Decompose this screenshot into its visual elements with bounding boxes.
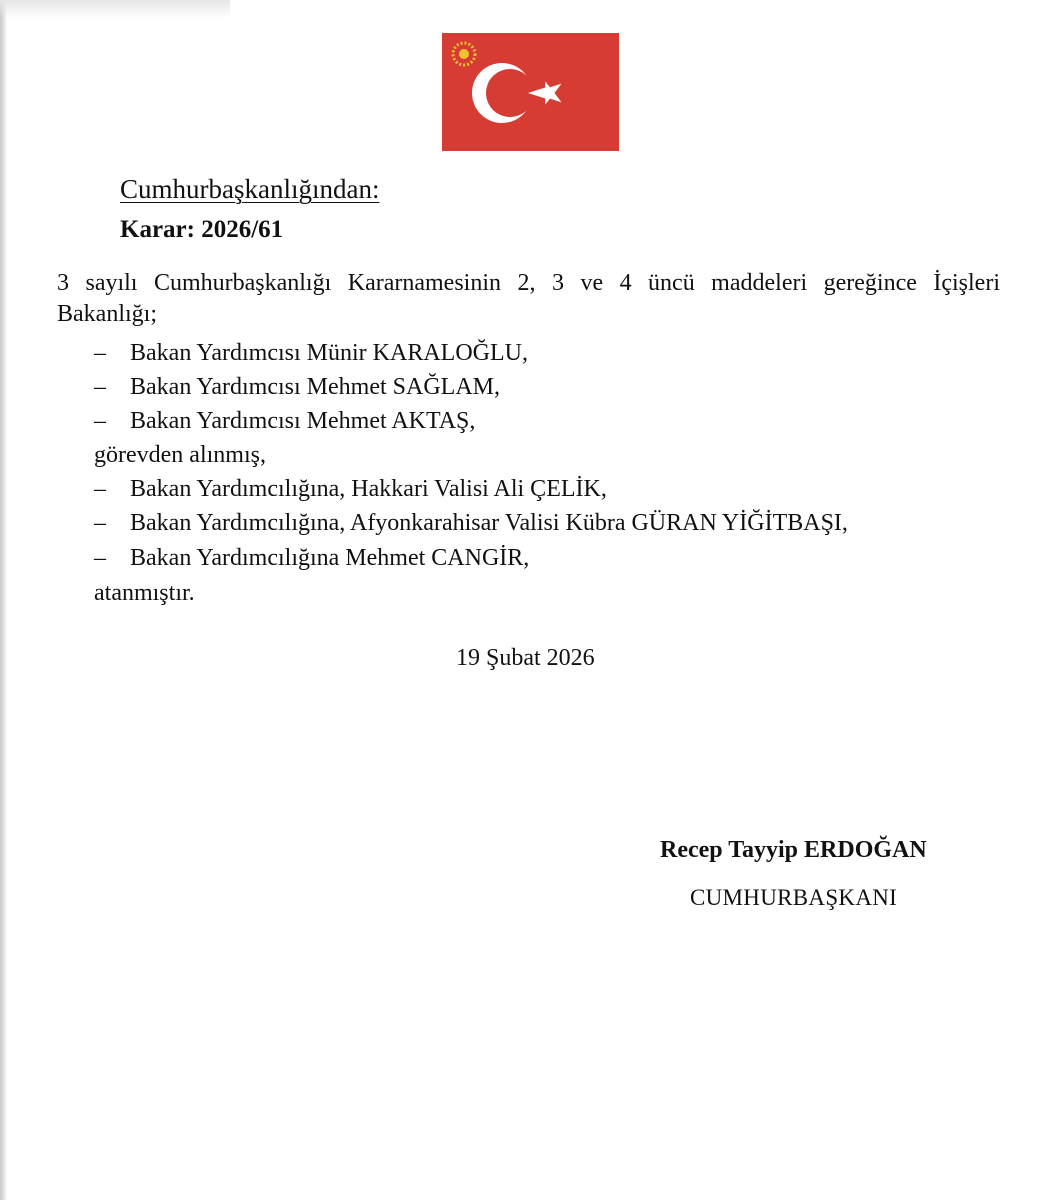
signatory-title: CUMHURBAŞKANI — [690, 885, 898, 910]
removed-item: Bakan Yardımcısı Mehmet SAĞLAM, — [130, 374, 500, 400]
list-dash: – — [94, 340, 106, 366]
list-dash: – — [94, 476, 106, 502]
removed-item: Bakan Yardımcısı Mehmet AKTAŞ, — [130, 408, 476, 434]
decision-date: 19 Şubat 2026 — [456, 645, 595, 671]
list-dash: – — [94, 374, 106, 400]
institution-heading: Cumhurbaşkanlığından: — [120, 174, 380, 204]
appointed-item: Bakan Yardımcılığına, Afyonkarahisar Valisi Kübra GÜRAN YİĞİTBAŞI, — [130, 510, 848, 536]
removed-note: görevden alınmış, — [94, 442, 266, 468]
intro-text-line1: 3 sayılı Cumhurbaşkanlığı Kararnamesinin 2, 3 ve 4 üncü maddeleri gereğince İçişleri — [57, 270, 1000, 296]
page-top-shadow — [0, 0, 230, 18]
page-left-edge — [0, 0, 6, 1200]
decision-number: Karar: 2026/61 — [120, 216, 284, 243]
list-dash: – — [94, 408, 106, 434]
appointed-item: Bakan Yardımcılığına, Hakkari Valisi Ali ÇELİK, — [130, 476, 607, 502]
appointed-note: atanmıştır. — [94, 580, 195, 606]
flag-emblem — [442, 33, 619, 151]
list-dash: – — [94, 545, 106, 571]
list-dash: – — [94, 510, 106, 536]
intro-text-line2: Bakanlığı; — [57, 301, 157, 327]
signatory-name: Recep Tayyip ERDOĞAN — [660, 837, 927, 863]
removed-item: Bakan Yardımcısı Münir KARALOĞLU, — [130, 340, 528, 366]
appointed-item: Bakan Yardımcılığına Mehmet CANGİR, — [130, 545, 530, 571]
turkish-presidential-flag-icon — [442, 33, 619, 151]
